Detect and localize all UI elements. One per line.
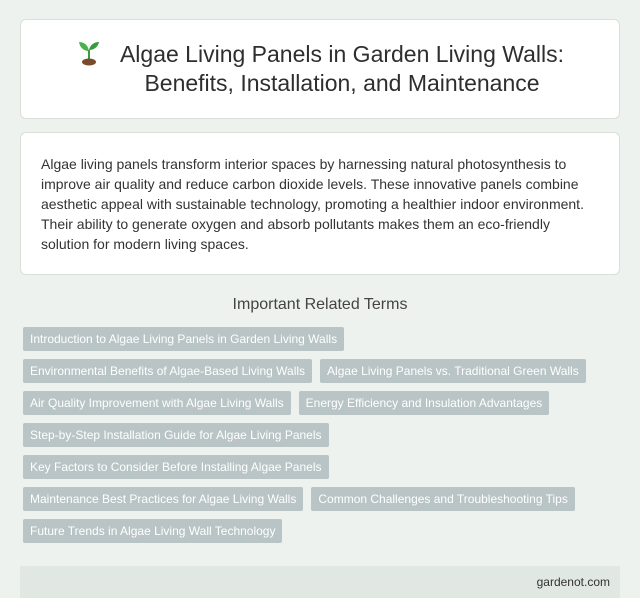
footer (20, 566, 620, 598)
page (20, 0, 620, 598)
intro-card (20, 132, 620, 275)
related-term-tag[interactable]: Maintenance Best Practices for Algae Living Walls (23, 487, 303, 511)
sprout-icon (76, 38, 102, 66)
header-card (20, 19, 620, 119)
page-title-line-1: Algae Living Panels in Garden Living Walls: (119, 41, 565, 67)
related-term-tag[interactable]: Algae Living Panels vs. Traditional Green Walls (320, 359, 586, 383)
related-term-tag[interactable]: Air Quality Improvement with Algae Living Walls (23, 391, 291, 415)
related-term-tag[interactable]: Introduction to Algae Living Panels in Garden Living Walls (23, 327, 344, 351)
related-term-tag[interactable]: Step-by-Step Installation Guide for Algae Living Panels (23, 423, 329, 447)
footer-site-link[interactable]: gardenot.com (536, 575, 610, 589)
related-terms-heading: Important Related Terms (232, 296, 408, 313)
related-terms-list (20, 327, 620, 551)
page-title-line-2: Benefits, Installation, and Maintenance (144, 70, 540, 96)
related-term-tag[interactable]: Future Trends in Algae Living Wall Technology (23, 519, 282, 543)
intro-text: Algae living panels transform interior spaces by harnessing natural photosynthesis to improve air quality and reduce carbon dioxide levels. These innovative panels combine aesthetic appeal with sustainable technology, promoting a healthier indoor environment. Their ability to generate oxygen and absorb pollutants makes them an eco-friendly solution for modern living spaces. (41, 156, 584, 252)
related-term-tag[interactable]: Environmental Benefits of Algae-Based Living Walls (23, 359, 312, 383)
header-inner (76, 40, 564, 98)
page-title (120, 40, 564, 98)
related-term-tag[interactable]: Common Challenges and Troubleshooting Tips (311, 487, 574, 511)
related-term-tag[interactable]: Energy Efficiency and Insulation Advantages (299, 391, 550, 415)
related-term-tag[interactable]: Key Factors to Consider Before Installing Algae Panels (23, 455, 329, 479)
